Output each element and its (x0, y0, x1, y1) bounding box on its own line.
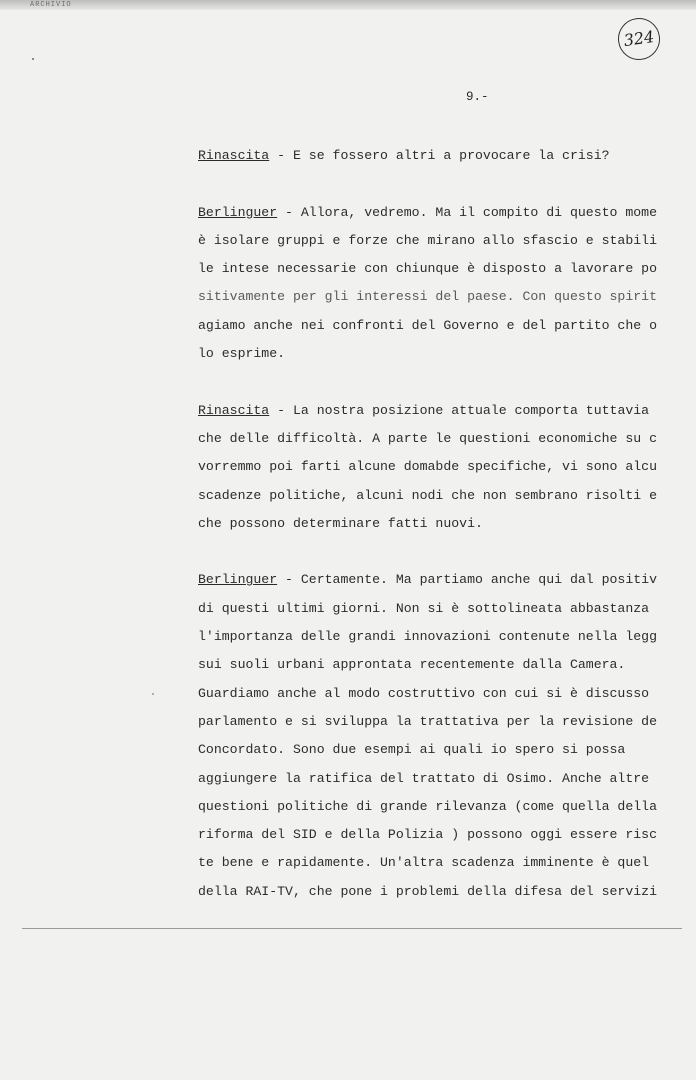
interview-text (198, 142, 696, 906)
text-line: Rinascita - La nostra posizione attuale comporta tuttavia (198, 402, 650, 418)
text-line: agiamo anche nei confronti del Governo e del partito che o (198, 317, 657, 333)
text-line: aggiungere la ratifica del trattato di Osimo. Anche altre (198, 770, 650, 786)
text-line: Berlinguer - Allora, vedremo. Ma il compito di questo mome (198, 204, 658, 220)
text-line: Concordato. Sono due esempi ai quali io spero si possa (198, 742, 626, 758)
text-line: Berlinguer - Certamente. Ma partiamo anche qui dal positiv (198, 572, 658, 588)
archive-page-number: 324 (615, 15, 662, 62)
scan-speck (152, 693, 154, 695)
text-line: vorremmo poi farti alcune domabde specifiche, vi sono alcu (198, 459, 657, 475)
text-line: sitivamente per gli interessi del paese. Con questo spirit (198, 289, 657, 305)
text-line: questioni politiche di grande rilevanza (come quella della (198, 798, 657, 814)
page-number: 9.- (466, 90, 489, 104)
speaker-label: Rinascita (198, 148, 270, 163)
speaker-label: Berlinguer (198, 204, 278, 220)
text-line: sui suoli urbani approntata recentemente dalla Camera. (198, 657, 626, 673)
speaker-label: Berlinguer (198, 572, 278, 588)
page-bottom-rule (22, 928, 682, 929)
scan-top-edge (0, 0, 696, 10)
text-line: riforma del SID e della Polizia ) possono oggi essere risc (198, 827, 657, 843)
archive-stamp: ARCHIVIO (30, 1, 72, 9)
text-line: lo esprime. (198, 346, 286, 362)
text-line: Guardiamo anche al modo costruttivo con cui si è discusso (198, 685, 650, 701)
speaker-label: Rinascita (198, 402, 270, 418)
text-line: le intese necessarie con chiunque è disposto a lavorare po (198, 261, 657, 277)
text-line: parlamento e si sviluppa la trattativa per la revisione de (198, 713, 657, 729)
text-line: l'importanza delle grandi innovazioni contenute nella legg (198, 629, 657, 645)
text-line: è isolare gruppi e forze che mirano allo sfascio e stabili (198, 232, 657, 248)
text-line: della RAI-TV, che pone i problemi della difesa del servizi (198, 883, 657, 899)
text-line: te bene e rapidamente. Un'altra scadenza imminente è quel (198, 855, 650, 871)
text-line: che possono determinare fatti nuovi. (198, 515, 483, 531)
text-line: che delle difficoltà. A parte le questioni economiche su c (198, 430, 657, 446)
text-line: scadenze politiche, alcuni nodi che non sembrano risolti e (198, 487, 657, 503)
scan-speck (32, 58, 34, 60)
text-line: Rinascita - E se fossero altri a provocare la crisi? (198, 148, 610, 163)
text-line: di questi ultimi giorni. Non si è sottolineata abbastanza (198, 600, 650, 616)
